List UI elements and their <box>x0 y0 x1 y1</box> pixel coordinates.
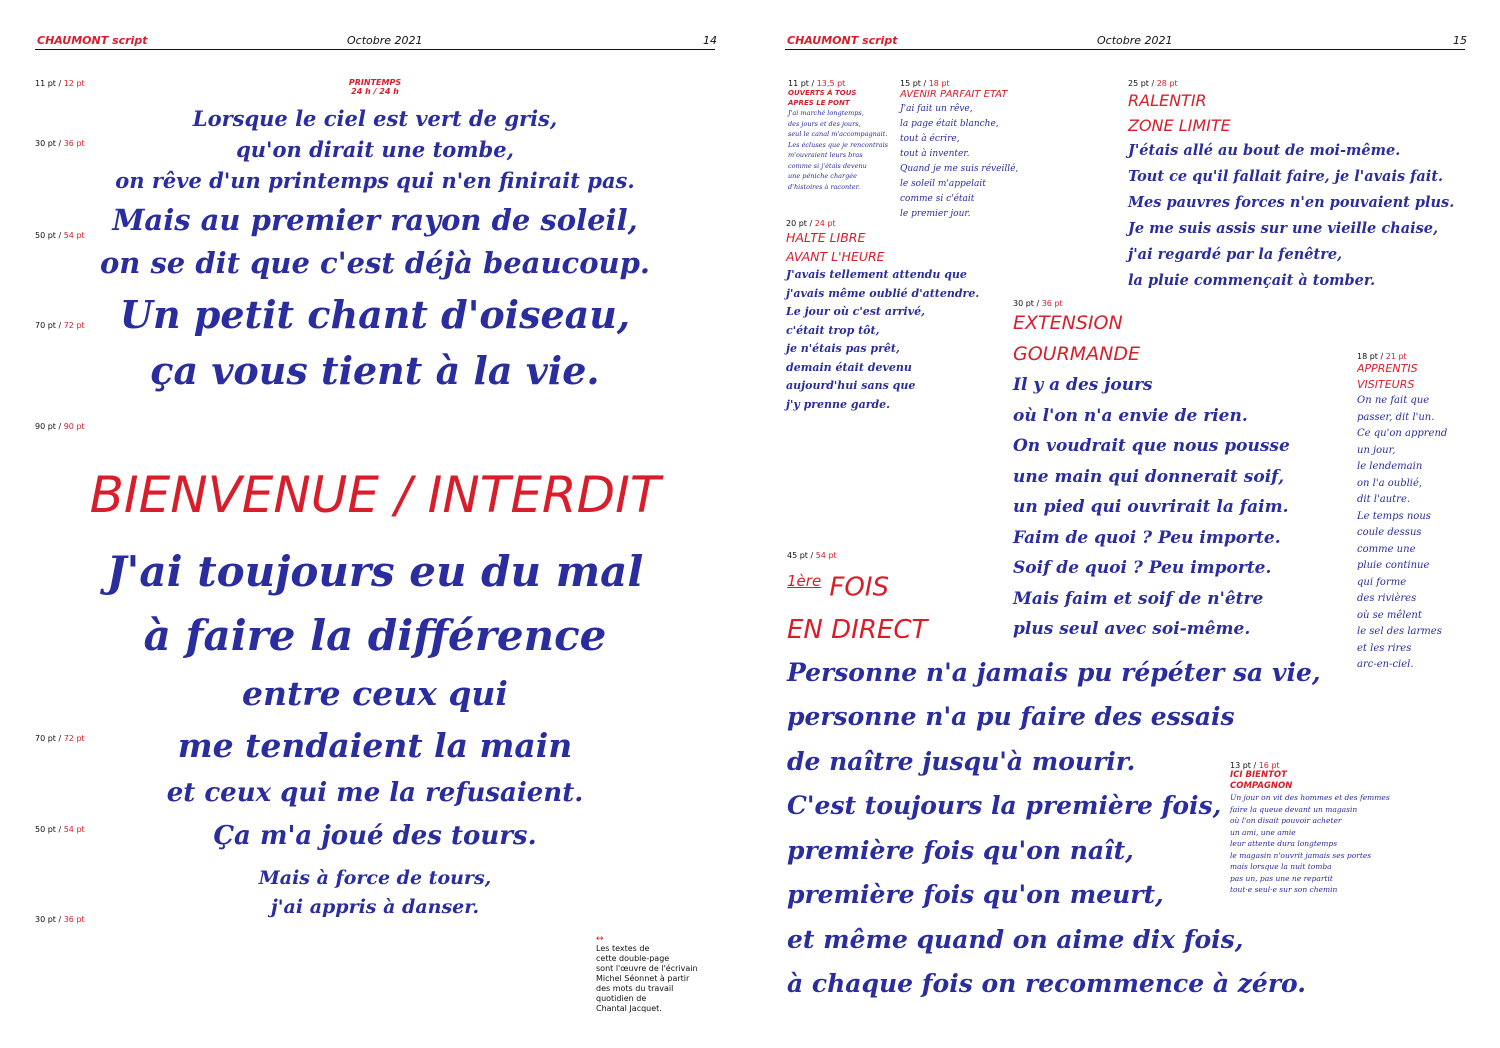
header-rule <box>785 49 1465 50</box>
header-page-number: 14 <box>703 34 717 47</box>
size-label: 30 pt / 36 pt <box>1013 299 1063 308</box>
header-page-number: 15 <box>1453 34 1467 47</box>
size-label: 11 pt / 12 pt <box>35 79 85 88</box>
right-header <box>750 34 1500 50</box>
size-label: 13 pt / 16 pt <box>1230 761 1280 770</box>
text-block-ici-bientot: 13 pt / 16 pt ICI BIENTOT COMPAGNON Un jour on vit des hommes et des femmes faire la queue devant un magasin où l'on disait pouvoir acheter un ami, une amie leur attente dura longtemps le magasin n'ouvrit jamais ses portes mais lorsque la nuit tomba pas un, pas une ne repartit tout·e seul·e sur son chemin <box>1230 761 1390 894</box>
header-date: Octobre 2021 <box>1097 34 1173 47</box>
text-block-halte-libre: 20 pt / 24 pt HALTE LIBRE AVANT L'HEURE J'avais tellement attendu que j'avais même oublié d'attendre. Le jour où c'est arrivé, c'était trop tôt, je n'étais pas prêt, demain était devenu aujourd'hui sans que j'y prenne garde. <box>786 219 980 411</box>
size-label: 11 pt / 13,5 pt <box>788 79 846 88</box>
printemps-heading: PRINTEMPS 24 h / 24 h <box>348 78 402 96</box>
header-date: Octobre 2021 <box>347 34 423 47</box>
size-label: 70 pt / 72 pt <box>35 734 85 743</box>
size-label: 50 pt / 54 pt <box>35 825 85 834</box>
text-block-premiere-fois: 45 pt / 54 pt $^{1ère}$ FOIS EN DIRECT Personne n'a jamais pu répéter sa vie, personne n'a pu faire des essais de naître jusqu'à mourir. C'est toujours la première fois, première fois qu'on naît, première fois qu'on meurt, et même quand on aime dix fois, à chaque fois on recommence à zéro. <box>787 551 1321 999</box>
header-brand: CHAUMONT script <box>787 34 898 47</box>
text-block-extension-gourmande: 30 pt / 36 pt EXTENSION GOURMANDE Il y a des jours où l'on n'a envie de rien. On voudrait que nous pousse une main qui donnerait soif, un pied qui ouvrirait la faim. Faim de quoi ? Peu importe. Soif de quoi ? Peu importe. Mais faim et soif de n'être plus seul avec soi-même. <box>1013 299 1290 639</box>
size-label: 25 pt / 28 pt <box>1128 79 1178 88</box>
text-block-apprentis-visiteurs: 18 pt / 21 pt APPRENTIS VISITEURS On ne fait que passer, dit l'un. Ce qu'on apprend un jour, le lendemain on l'a oublié, dit l'autre. Le temps nous coule dessus comme une pluie continue qui forme des rivières où se mêlent le sel des larmes et les rires arc-en-ciel. <box>1357 352 1448 670</box>
poem-printemps: Lorsque le ciel est vert de gris, qu'on dirait une tombe, on rêve d'un printemps qui n'en finirait pas. Mais au premier rayon de soleil, on se dit que c'est déjà beaucoup. Un petit chant d'oiseau, ça vous tient à la vie. <box>99 106 651 393</box>
size-label: 90 pt / 90 pt <box>35 422 85 431</box>
size-label: 50 pt / 54 pt <box>35 231 85 240</box>
double-arrow-icon: ↔ <box>596 934 604 944</box>
size-label: 15 pt / 18 pt <box>900 79 950 88</box>
size-label: 30 pt / 36 pt <box>35 139 85 148</box>
header-rule <box>35 49 715 50</box>
right-page <box>750 0 1500 1048</box>
size-label: 45 pt / 54 pt <box>787 551 837 560</box>
header-brand: CHAUMONT script <box>37 34 148 47</box>
size-label: 30 pt / 36 pt <box>35 915 85 924</box>
text-block-avenir-parfait-etat: 15 pt / 18 pt AVENIR PARFAIT ETAT J'ai fait un rêve, la page était blanche, tout à écrire, tout à inventer. Quand je me suis réveillé, le soleil m'appelait comme si c'était le premier jour. <box>900 79 1019 219</box>
size-label: 20 pt / 24 pt <box>786 219 836 228</box>
size-label: 18 pt / 21 pt <box>1357 352 1407 361</box>
credits-note: ↔ Les textes de cette double-page sont l'œuvre de l'écrivain Michel Séonnet à partir des mots du travail quotidien de Chantal Jacquet. <box>596 934 698 1013</box>
poem-difference: J'ai toujours eu du mal à faire la différence entre ceux qui me tendaient la main et ceux qui me la refusaient. Ça m'a joué des tours. Mais à force de tours, j'ai appris à danser. <box>106 547 644 918</box>
left-header <box>0 34 750 50</box>
size-label: 70 pt / 72 pt <box>35 321 85 330</box>
text-block-ouverts-a-tous: 11 pt / 13,5 pt OUVERTS À TOUS APRES LE PONT J'ai marché longtemps, des jours et des jours, seul le canal m'accompagnait. Les écluses que je rencontrais m'ouvraient leurs bras comme si j'étais devenu une péniche chargée d'histoires à raconter. <box>788 79 888 191</box>
text-block-ralentir: 25 pt / 28 pt RALENTIR ZONE LIMITE J'étais allé au bout de moi-même. Tout ce qu'il fallait faire, je l'avais fait. Mes pauvres forces n'en pouvaient plus. Je me suis assis sur une vieille chaise, j'ai regardé par la fenêtre, la pluie commençait à tomber. <box>1128 79 1455 289</box>
headline-bienvenue-interdit: BIENVENUE / INTERDIT <box>89 466 661 524</box>
